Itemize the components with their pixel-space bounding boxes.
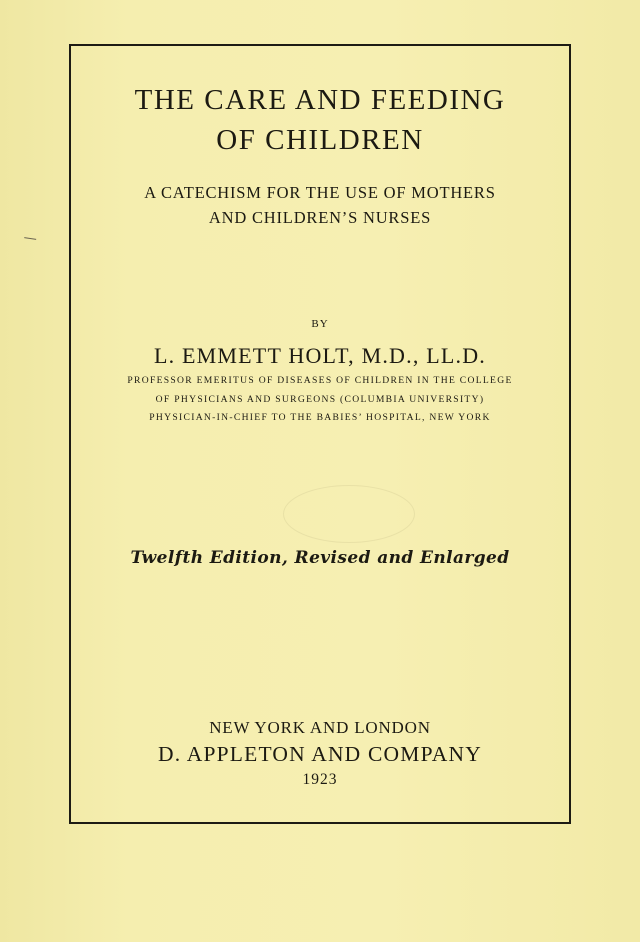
by-label: BY [311,318,329,330]
edition-statement: Twelfth Edition, Revised and Enlarged [130,548,510,568]
subtitle-line-2: AND CHILDREN’S NURSES [208,208,432,227]
publication-year: 1923 [302,771,338,788]
publisher-name: D. APPLETON AND COMPANY [158,742,482,766]
author-credential-3: PHYSICIAN-IN-CHIEF TO THE BABIES’ HOSPITAL, NEW YORK [149,412,491,423]
author-name: L. EMMETT HOLT, M.D., LL.D. [153,343,487,368]
book-title-line-1: THE CARE AND FEEDING [134,84,506,116]
author-credential-1: PROFESSOR EMERITUS OF DISEASES OF CHILDREN IN THE COLLEGE [127,375,513,386]
bleed-through-stamp [283,485,415,543]
publication-place: NEW YORK AND LONDON [209,718,431,737]
subtitle-line-1: A CATECHISM FOR THE USE OF MOTHERS [144,183,496,202]
title-page-border [69,44,571,824]
author-credential-2: OF PHYSICIANS AND SURGEONS (COLUMBIA UNIVERSITY) [155,394,485,405]
book-title-line-2: OF CHILDREN [216,124,424,156]
